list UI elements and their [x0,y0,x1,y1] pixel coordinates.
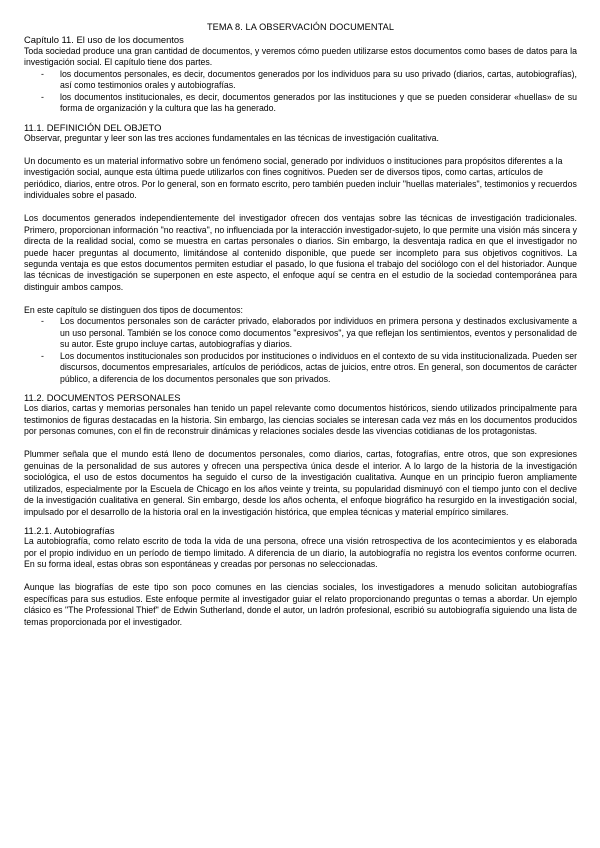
list-item-text: Los documentos personales son de carácter privado, elaborados por individuos en primera persona y destinados exclusivamente a un uso personal. También se los conoce como documentos "expresivos", ya que reflejan los sentimientos, eventos y personalidad de su autor. Este grupo incluye cartas, autobiografías y diarios. [60,316,577,350]
paragraph: Aunque las biografías de este tipo son poco comunes en las ciencias sociales, los investigadores a menudo solicitan autobiografías específicas para sus estudios. Este enfoque permite al investigador guiar el relato proporcionando preguntas o temas a abordar. Un ejemplo clásico es "The Professional Thief" de Edwin Sutherland, donde el autor, un ladrón profesional, escribió su autobiografía siguiendo una lista de temas proporcionada por el investigador. [24,582,577,627]
section-heading-autobiografias: 11.2.1. Autobiografías [24,524,115,536]
bullet-dash: - [41,68,44,79]
section-heading-definicion: 11.1. DEFINICIÓN DEL OBJETO [24,121,162,133]
document-types-list [24,316,577,385]
paragraph: Plummer señala que el mundo está lleno de documentos personales, como diarios, cartas, fotografías, entre otros, que son expresiones genuinas de la personalidad de sus autores y ofrecen una perspectiva única desde el interior. A lo largo de la historia de la investigación sociológica, el uso de estos documentos ha seguido el curso de la investigación cualitativa. Aunque en un principio fueron ampliamente utilizados, especialmente por la Escuela de Chicago en los años veinte y treinta, su popularidad disminuyó con el tiempo junto con el declive de la investigación cualitativa en general. Sin embargo, desde los años ochenta, el enfoque biográfico ha resurgido en la investigación social, impulsado por el desarrollo de la historia oral en la investigación histórica, que emplea técnicas y material empírico similares. [24,449,577,517]
list-item [24,69,577,92]
document-title: TEMA 8. LA OBSERVACIÓN DOCUMENTAL [206,22,395,32]
list-item-text: los documentos personales, es decir, documentos generados por los individuos para su uso privado (diarios, cartas, autobiografías), así como testimonios orales y autobiografías. [60,68,577,91]
chapter-heading: Capítulo 11. El uso de los documentos [24,34,184,46]
list-item [24,351,577,385]
paragraph: La autobiografía, como relato escrito de toda la vida de una persona, ofrece una visión retrospectiva de los acontecimientos y es elaborada por el propio individuo en un período de tiempo limitado. A diferencia de un diario, la autobiografía no registra los eventos conforme ocurren. En su forma ideal, estas obras son espontáneas y creadas por personas no seleccionadas. [24,536,577,570]
section-heading-documentos-personales: 11.2. DOCUMENTOS PERSONALES [24,392,181,403]
list-item-text: Los documentos institucionales son producidos por instituciones o individuos en el contexto de su vida institucionalizada. Pueden ser discursos, documentos empresariales, artículos de periódicos, actas de juicios, entre otros. En general, son documentos de carácter público, a diferencia de los documentos personales que son privados. [60,350,577,384]
paragraph: Observar, preguntar y leer son las tres acciones fundamentales en las técnicas de investigación cualitativa. [24,133,439,144]
paragraph: Los documentos generados independientemente del investigador ofrecen dos ventajas sobre las técnicas de investigación tradicionales. Primero, proporcionan información "no reactiva", no influenciada por la interacción investigador-sujeto, lo que permite una visión más sincera y directa de la realidad social, como se muestra en cartas personales o diarios. Sin embargo, la desventaja radica en que el investigador no puede hacer preguntas al documento, limitándose al contenido disponible, que puede ser incompleto para sus objetivos cognitivos. La segunda ventaja es que estos documentos permiten estudiar el pasado, lo que fusiona el trabajo del sociólogo con el del historiador. Aunque las técnicas de investigación se superponen en este aspecto, el enfoque aquí se centra en el estudio de la sociedad contemporánea para distinguir ambos campos. [24,213,577,292]
document-page [24,22,577,628]
bullet-dash: - [41,350,44,361]
bullet-dash: - [41,316,44,327]
paragraph: En este capítulo se distinguen dos tipos de documentos: [24,304,243,315]
paragraph: Un documento es un material informativo sobre un fenómeno social, generado por individuos o instituciones para propósitos diferentes a la investigación social, aunque esta última puede utilizarlos con fines cognitivos. Pueden ser de diversos tipos, como cartas, artículos de periódico, diarios, entre otros. Por lo general, son en formato escrito, pero también pueden incluir "huellas materiales", testimonios y recuerdos individuales sobre el pasado. [24,155,577,201]
bullet-dash: - [41,91,44,102]
list-item-text: los documentos institucionales, es decir, documentos generados por las instituciones y que se pueden considerar «huellas» de su forma de organización y la cultura que las ha generado. [60,91,577,114]
paragraph: Los diarios, cartas y memorias personales han tenido un papel relevante como documentos históricos, siendo utilizados principalmente para testimonios de figuras destacadas en la historia. Sin embargo, las ciencias sociales se interesan cada vez más en los documentos producidos por personas comunes, con el fin de reconstruir dinámicas y relaciones sociales desde las vivencias cotidianas de los protagonistas. [24,403,577,437]
intro-paragraph: Toda sociedad produce una gran cantidad de documentos, y veremos cómo pueden utilizarse estos documentos como bases de datos para la investigación social. El capítulo tiene dos partes. [24,45,577,68]
list-item [24,92,577,115]
list-item [24,316,577,350]
intro-list [24,69,577,115]
